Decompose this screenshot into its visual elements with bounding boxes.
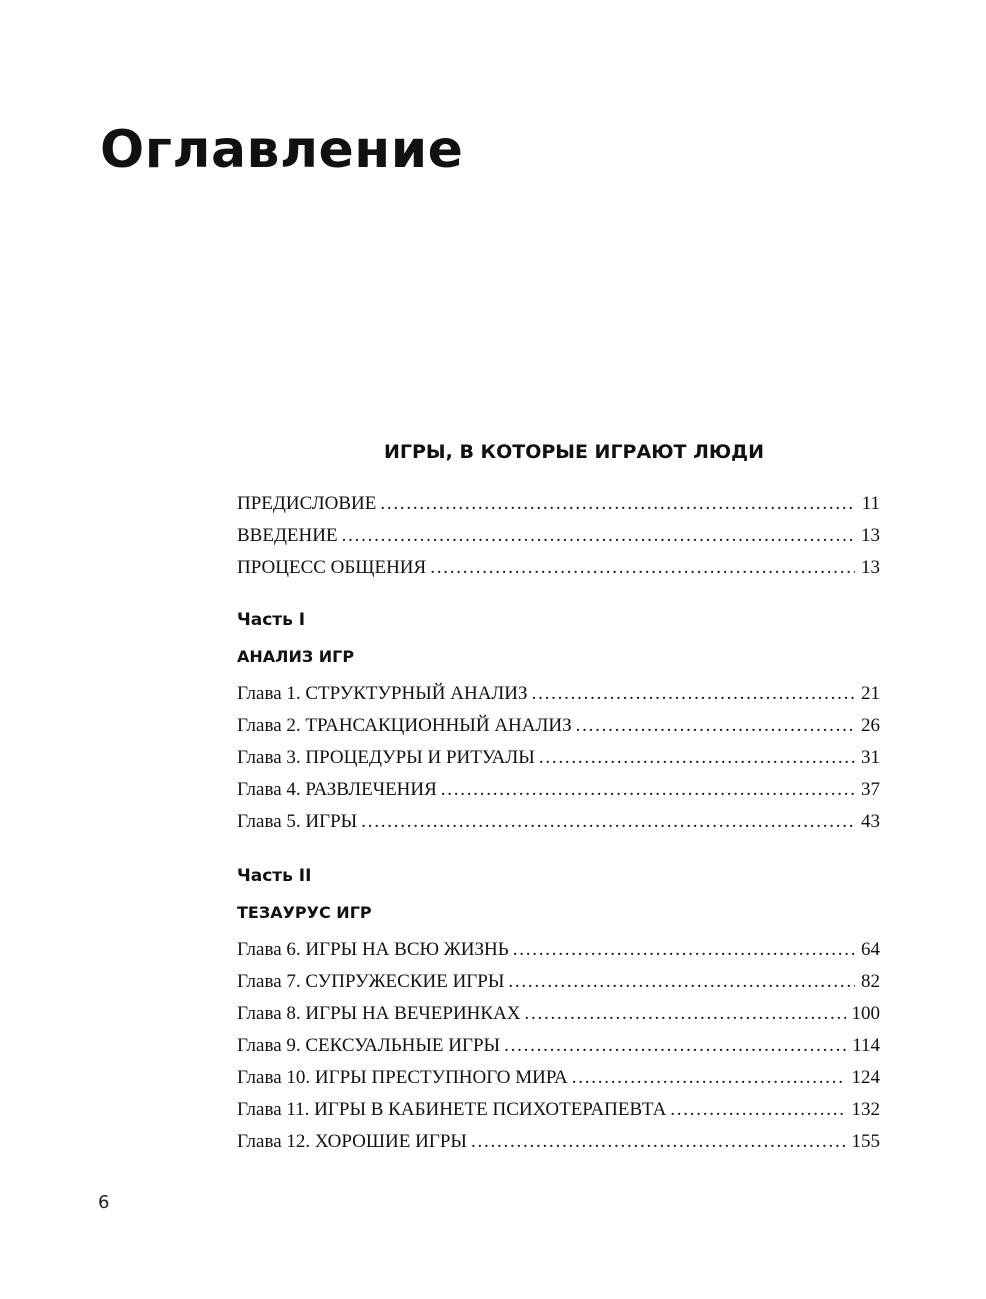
toc-page-number: 100 xyxy=(851,1003,880,1024)
toc-entry-label: ПРЕДИСЛОВИЕ xyxy=(237,493,377,514)
toc-entry-label: Глава 1. СТРУКТУРНЫЙ АНАЛИЗ xyxy=(237,683,528,704)
part-2-name: ТЕЗАУРУС ИГР xyxy=(237,903,372,922)
toc-entry-label: Глава 7. СУПРУЖЕСКИЕ ИГРЫ xyxy=(237,971,505,992)
part-1-label: Часть I xyxy=(237,610,306,630)
toc-page-number: 124 xyxy=(851,1067,880,1088)
toc-page-number: 114 xyxy=(852,1035,880,1056)
toc-entry-chapter-10[interactable] xyxy=(237,1066,880,1098)
toc-entry-label: ВВЕДЕНИЕ xyxy=(237,525,338,546)
toc-entry-label: Глава 6. ИГРЫ НА ВСЮ ЖИЗНЬ xyxy=(237,939,509,960)
dot-leader xyxy=(342,524,855,548)
dot-leader xyxy=(430,556,855,580)
dot-leader xyxy=(380,492,855,516)
toc-entry-label: Глава 4. РАЗВЛЕЧЕНИЯ xyxy=(237,779,437,800)
toc-page-number: 155 xyxy=(851,1131,880,1152)
toc-page-number: 64 xyxy=(861,939,880,960)
toc-entry-label: Глава 8. ИГРЫ НА ВЕЧЕРИНКАХ xyxy=(237,1003,521,1024)
toc-entry-label: Глава 12. ХОРОШИЕ ИГРЫ xyxy=(237,1131,467,1152)
dot-leader xyxy=(576,714,855,738)
dot-leader xyxy=(539,746,855,770)
dot-leader xyxy=(508,970,855,994)
page-number: 6 xyxy=(98,1192,110,1213)
toc-entry-communication-process[interactable] xyxy=(237,556,880,588)
part-1-name: АНАЛИЗ ИГР xyxy=(237,647,355,666)
toc-page-number: 31 xyxy=(861,747,880,768)
part-1-chapter-list xyxy=(237,682,880,842)
toc-entry-chapter-1[interactable] xyxy=(237,682,880,714)
toc-entry-chapter-7[interactable] xyxy=(237,970,880,1002)
page-title: Оглавление xyxy=(100,120,464,180)
dot-leader xyxy=(471,1130,846,1154)
toc-entry-label: Глава 5. ИГРЫ xyxy=(237,811,358,832)
toc-entry-label: Глава 11. ИГРЫ В КАБИНЕТЕ ПСИХОТЕРАПЕВТА xyxy=(237,1099,667,1120)
toc-entry-label: Глава 9. СЕКСУАЛЬНЫЕ ИГРЫ xyxy=(237,1035,501,1056)
toc-page-number: 13 xyxy=(861,525,880,546)
dot-leader xyxy=(525,1002,846,1026)
toc-page-number: 37 xyxy=(861,779,880,800)
toc-page-number: 26 xyxy=(861,715,880,736)
toc-entry-chapter-3[interactable] xyxy=(237,746,880,778)
dot-leader xyxy=(513,938,855,962)
toc-entry-chapter-5[interactable] xyxy=(237,810,880,842)
dot-leader xyxy=(572,1066,846,1090)
dot-leader xyxy=(441,778,855,802)
toc-page-number: 82 xyxy=(861,971,880,992)
toc-entry-chapter-9[interactable] xyxy=(237,1034,880,1066)
dot-leader xyxy=(532,682,855,706)
toc-page-number: 43 xyxy=(861,811,880,832)
toc-entry-chapter-11[interactable] xyxy=(237,1098,880,1130)
toc-entry-preface[interactable] xyxy=(237,492,880,524)
toc-entry-chapter-12[interactable] xyxy=(237,1130,880,1162)
dot-leader xyxy=(670,1098,845,1122)
toc-entry-label: ПРОЦЕСС ОБЩЕНИЯ xyxy=(237,557,427,578)
toc-page-number: 11 xyxy=(861,493,880,514)
toc-page-number: 21 xyxy=(861,683,880,704)
dot-leader xyxy=(504,1034,846,1058)
toc-entry-label: Глава 10. ИГРЫ ПРЕСТУПНОГО МИРА xyxy=(237,1067,568,1088)
book-title: ИГРЫ, В КОТОРЫЕ ИГРАЮТ ЛЮДИ xyxy=(384,441,764,463)
toc-entry-chapter-2[interactable] xyxy=(237,714,880,746)
toc-entry-chapter-8[interactable] xyxy=(237,1002,880,1034)
toc-page-number: 13 xyxy=(861,557,880,578)
toc-entry-label: Глава 3. ПРОЦЕДУРЫ И РИТУАЛЫ xyxy=(237,747,535,768)
toc-entry-introduction[interactable] xyxy=(237,524,880,556)
part-2-label: Часть II xyxy=(237,866,312,886)
front-matter-list xyxy=(237,492,880,588)
part-2-chapter-list xyxy=(237,938,880,1162)
toc-entry-label: Глава 2. ТРАНСАКЦИОННЫЙ АНАЛИЗ xyxy=(237,715,572,736)
toc-page-number: 132 xyxy=(851,1099,880,1120)
dot-leader xyxy=(361,810,855,834)
toc-entry-chapter-4[interactable] xyxy=(237,778,880,810)
toc-entry-chapter-6[interactable] xyxy=(237,938,880,970)
